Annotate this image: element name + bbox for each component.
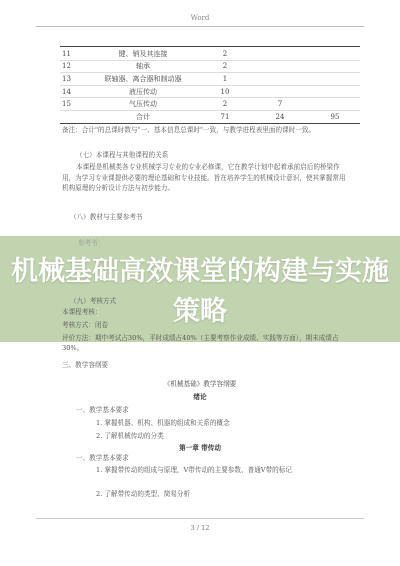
- table-total-row: 合计 71 24 95: [60, 110, 360, 123]
- page-number: 3 / 12: [190, 524, 210, 532]
- outline-title: 《机械基础》教学容纲要: [163, 380, 237, 388]
- banner-title: 机械基础高效课堂的构建与实施策略: [11, 256, 389, 327]
- paragraph: 本课程是机械类各专业机械学习专业的专业必修课，它在教学计划中起着承前启后的桥梁作用，为学习专业课提供必要的理论基础和专业技能。旨在培养学生的机械设计意识，使其掌握常用机构原理的分析设计方法与初步能力。: [62, 163, 346, 192]
- table-row: 12 轴承 2: [60, 60, 360, 73]
- section-heading: （七）本课程与其他课程的关系: [76, 151, 169, 159]
- requirement-item: 1. 掌握机器、机构、机器的组成和关系的概念: [96, 419, 230, 427]
- table-row: 11 键、销及其连接 2: [60, 48, 360, 60]
- intro-heading: 绪论: [193, 393, 207, 401]
- assessment-form: 考核方式：闭卷: [62, 321, 109, 329]
- header-divider: [36, 26, 364, 27]
- course-hours-table: [60, 48, 360, 124]
- section-heading: （九）考核方式: [70, 297, 117, 305]
- requirement-item: 1. 掌握带传动的组成与原理，V带传动的主要参数、普通V带的标记: [96, 466, 292, 474]
- chapter-heading: 第一章 带传动: [179, 444, 221, 452]
- ref-label: 参考书：: [78, 239, 105, 247]
- assessment-type: 本课程考核：: [62, 308, 102, 316]
- header-title: Word: [190, 14, 210, 22]
- evaluation-method: 评价方法：期中考试占30%，平时成绩占40%（主要考察作业成绩、实践等方面），期末成绩占30%。: [62, 334, 339, 352]
- table-row: 13 联轴器、离合器和制动器 1: [60, 73, 360, 86]
- requirements-label: 一、教学基本要求: [76, 406, 129, 414]
- table-row: 14 液压传动 10: [60, 85, 360, 98]
- footer-divider: [36, 518, 364, 519]
- table-note: 备注：合计"的总课时数与"一、基本信息总课时"一致，与教学进程表里面的课时一致。: [62, 126, 316, 134]
- requirement-item: 2. 了解机械传动的分类: [96, 432, 164, 440]
- requirement-item: 2. 了解带传动的类型、简易分析: [96, 490, 191, 498]
- section-heading: 三、教学容纲要: [62, 361, 109, 369]
- table-top-rule: [60, 46, 360, 47]
- section-heading: （八）教材与主要参考书: [70, 213, 143, 221]
- table-row: 15 气压传动 2 7: [60, 98, 360, 111]
- requirements-label: 一、教学基本要求: [76, 454, 129, 462]
